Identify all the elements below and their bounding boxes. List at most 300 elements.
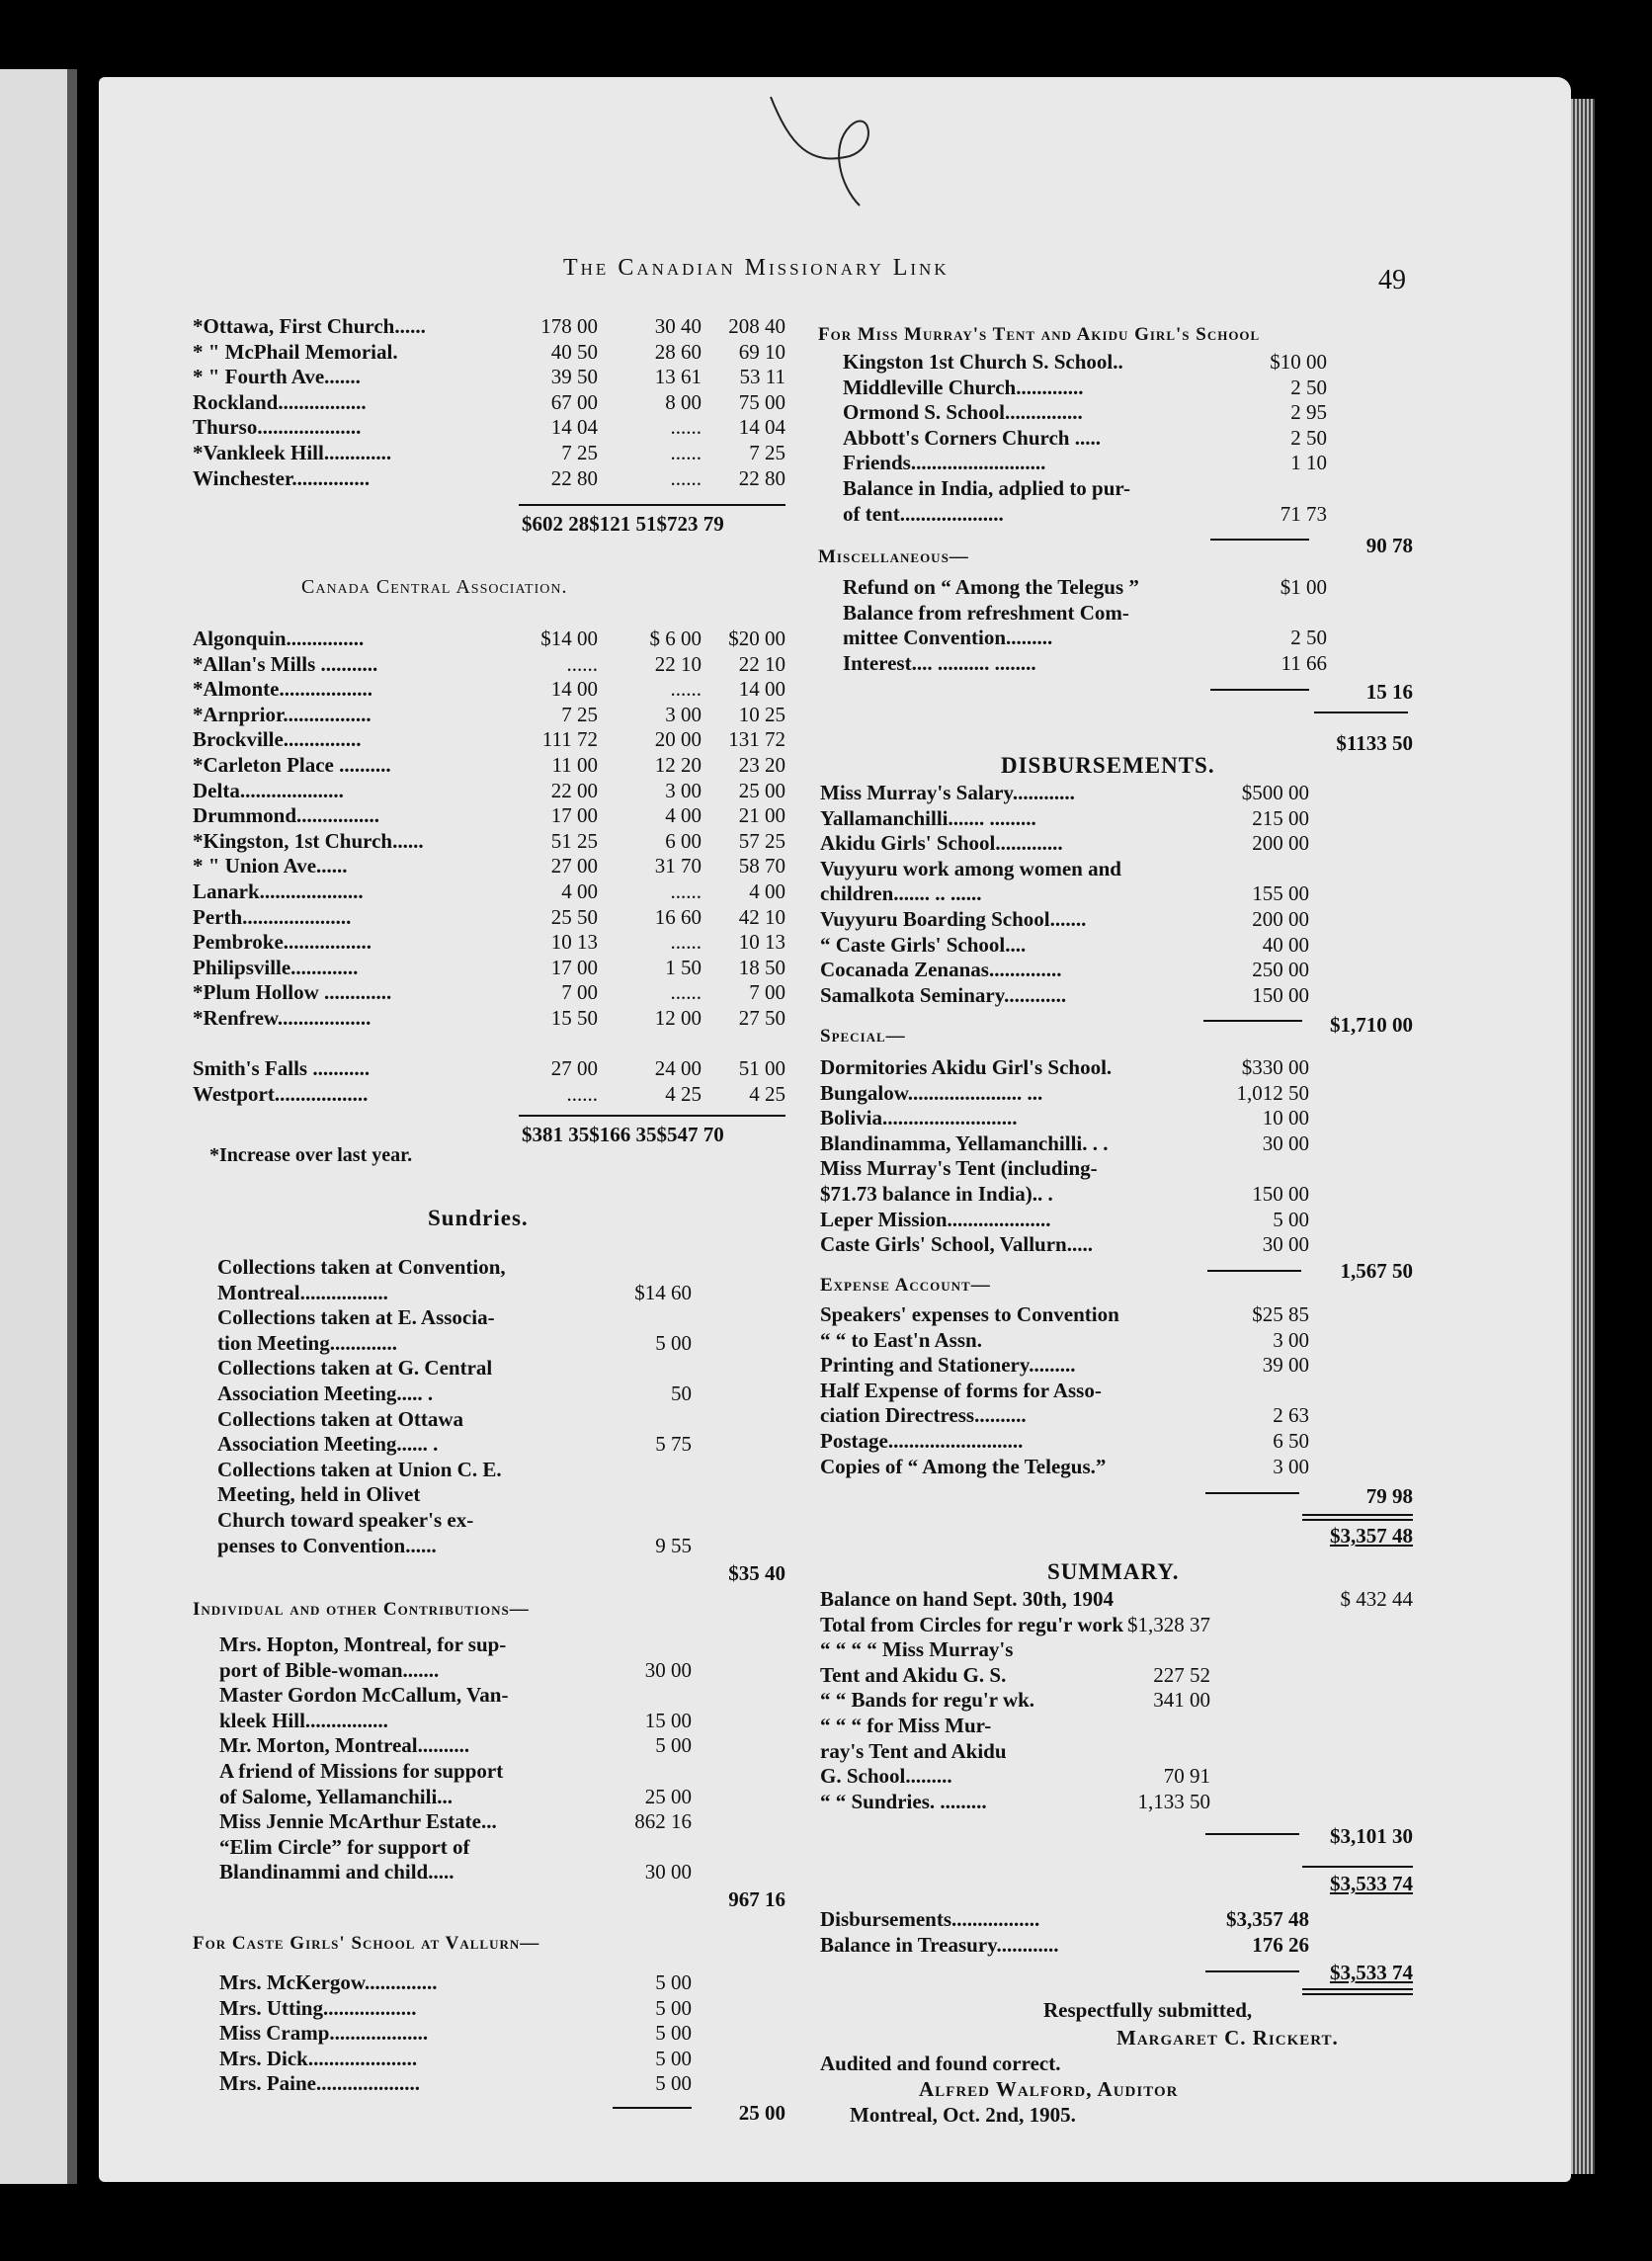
amount-cell: ...... xyxy=(670,980,702,1005)
table-row xyxy=(193,627,785,652)
amount-cell: 69 10 xyxy=(738,339,785,364)
misc-list xyxy=(843,575,1327,676)
rule xyxy=(519,1115,785,1117)
list-item xyxy=(843,575,1327,601)
list-item xyxy=(219,2021,692,2047)
list-item xyxy=(820,1587,1413,1613)
amount-cell: 17 00 xyxy=(550,955,598,979)
amount-cell: ...... xyxy=(670,879,702,903)
page-number: 49 xyxy=(1378,265,1406,295)
table-row xyxy=(193,930,785,956)
amount-cell: 39 50 xyxy=(550,365,598,389)
amount-cell: 12 20 xyxy=(654,752,702,777)
row-label: Perth..................... xyxy=(193,904,352,929)
central-total: $381 35$166 35$547 70 xyxy=(522,1123,724,1146)
amount-cell: 11 00 xyxy=(551,752,598,777)
amount-cell: 111 72 xyxy=(541,727,598,752)
amount-cell: 22 00 xyxy=(550,778,598,802)
list-item xyxy=(219,1970,692,1996)
amount-cell: ...... xyxy=(566,651,598,676)
item-value: 3 00 xyxy=(1273,1454,1309,1478)
list-item xyxy=(820,933,1309,959)
amount-cell: 15 50 xyxy=(550,1005,598,1030)
table-row xyxy=(193,980,785,1006)
item-value: 71 73 xyxy=(1280,501,1327,526)
list-item xyxy=(843,502,1327,528)
item-value: 250 00 xyxy=(1252,958,1309,982)
item-label: A friend of Missions for support xyxy=(219,1758,504,1783)
special-list xyxy=(820,1055,1309,1258)
list-item xyxy=(843,350,1327,376)
receipts-grand-total: $1133 50 xyxy=(1336,731,1413,755)
item-label: Samalkota Seminary............ xyxy=(820,982,1067,1007)
item-label: Friends.......................... xyxy=(843,451,1046,475)
table-row xyxy=(193,1032,785,1057)
item-value: 215 00 xyxy=(1252,805,1309,830)
list-item xyxy=(843,451,1327,476)
closing-date: Montreal, Oct. 2nd, 1905. xyxy=(850,2103,1076,2127)
item-label: Meeting, held in Olivet xyxy=(217,1482,421,1507)
amount-cell: 6 00 xyxy=(665,828,702,853)
item-label: Leper Mission.................... xyxy=(820,1207,1051,1231)
table-row xyxy=(193,466,785,492)
row-label: *Carleton Place .......... xyxy=(193,752,391,777)
table-row xyxy=(193,727,785,753)
list-item xyxy=(219,1996,692,2022)
amount-cell: ...... xyxy=(670,440,702,464)
item-value: 30 00 xyxy=(644,1657,692,1682)
table-row xyxy=(193,365,785,390)
amount-cell: 28 60 xyxy=(654,339,702,364)
amount-cell: 25 00 xyxy=(738,778,785,802)
disbursements-grand-total: $3,357 48 xyxy=(1330,1524,1413,1548)
individual-heading: Individual and other Contributions— xyxy=(193,1599,530,1620)
item-label: Miss Jennie McArthur Estate... xyxy=(219,1809,497,1834)
row-label: * " Fourth Ave....... xyxy=(193,365,361,389)
closing-signature-rickert: Margaret C. Rickert. xyxy=(1116,2026,1339,2050)
item-label: Association Meeting...... . xyxy=(217,1432,439,1457)
list-item xyxy=(820,1081,1309,1107)
amount-cell: 4 25 xyxy=(749,1081,785,1106)
item-label: Balance in India, adplied to pur- xyxy=(843,475,1130,500)
table-row xyxy=(193,956,785,981)
list-item xyxy=(820,1403,1309,1429)
amount-cell: 21 00 xyxy=(738,803,785,828)
list-item xyxy=(219,1633,692,1658)
book-gutter xyxy=(67,69,77,2184)
amount-cell: 4 00 xyxy=(561,879,598,903)
sundries-total: $35 40 xyxy=(728,1561,785,1585)
item-label: tion Meeting............. xyxy=(217,1330,397,1355)
list-item xyxy=(217,1281,692,1306)
item-value: 6 50 xyxy=(1273,1428,1309,1453)
row-label: Smith's Falls ........... xyxy=(193,1056,371,1081)
increase-note: *Increase over last year. xyxy=(209,1144,413,1166)
row-label: * " Union Ave...... xyxy=(193,854,348,879)
table-row xyxy=(193,1082,785,1108)
row-label: Philipsville............. xyxy=(193,955,359,979)
amount-cell: ...... xyxy=(670,415,702,440)
table-row xyxy=(193,415,785,441)
list-item xyxy=(219,1860,692,1885)
item-label: ciation Directress.......... xyxy=(820,1403,1027,1428)
rule xyxy=(1210,539,1309,541)
item-label: Mrs. Hopton, Montreal, for sup- xyxy=(219,1633,507,1656)
item-value: 5 75 xyxy=(655,1432,692,1457)
closing-audited: Audited and found correct. xyxy=(820,2052,1061,2075)
item-value: 15 00 xyxy=(644,1708,692,1732)
table-row xyxy=(193,390,785,416)
list-item xyxy=(820,857,1309,882)
amount-cell: 4 00 xyxy=(749,879,785,903)
item-label: Postage.......................... xyxy=(820,1428,1024,1453)
list-item xyxy=(820,1379,1309,1404)
table-row xyxy=(193,879,785,905)
item-value: 5 00 xyxy=(655,2021,692,2046)
item-label: Akidu Girls' School............. xyxy=(820,831,1063,856)
ottawa-table xyxy=(193,314,785,491)
list-item xyxy=(843,476,1327,502)
amount-cell: 27 50 xyxy=(738,1005,785,1030)
item-label: of Salome, Yellamanchili... xyxy=(219,1784,454,1808)
list-item xyxy=(217,1407,692,1433)
amount-cell: 31 70 xyxy=(654,854,702,879)
table-row xyxy=(193,314,785,340)
pen-mark-icon xyxy=(751,87,909,215)
amount-cell: 67 00 xyxy=(550,389,598,414)
item-value: 5 00 xyxy=(655,1970,692,1994)
running-header: The Canadian Missionary Link xyxy=(563,255,950,281)
item-label: Vuyyuru Boarding School....... xyxy=(820,906,1087,931)
item-label: “ “ “ “ Miss Murray's xyxy=(820,1637,1014,1662)
item-value: $10 00 xyxy=(1270,350,1327,374)
amount-cell: ...... xyxy=(670,465,702,490)
item-value: $330 00 xyxy=(1241,1055,1309,1079)
row-label: *Vankleek Hill............. xyxy=(193,440,392,464)
list-item xyxy=(217,1305,692,1331)
item-label: Blandinammi and child..... xyxy=(219,1860,454,1884)
row-label: Winchester............... xyxy=(193,465,371,490)
row-label: Drummond................ xyxy=(193,803,380,828)
item-label: Mrs. Utting.................. xyxy=(219,1995,417,2020)
item-label: Blandinamma, Yellamanchilli. . . xyxy=(820,1130,1109,1155)
amount-cell: 4 25 xyxy=(665,1081,702,1106)
item-label: $71.73 balance in India).. . xyxy=(820,1181,1053,1206)
final-total: $3,533 74 xyxy=(1330,1961,1413,1984)
item-label: Collections taken at Ottawa xyxy=(217,1406,464,1431)
list-item xyxy=(219,1759,692,1785)
item-value: 3 00 xyxy=(1273,1327,1309,1352)
amount-cell: 53 11 xyxy=(739,365,785,389)
item-label: Master Gordon McCallum, Van- xyxy=(219,1683,509,1708)
individual-list xyxy=(219,1633,692,1885)
list-item xyxy=(217,1255,692,1281)
item-label: “ Caste Girls' School.... xyxy=(820,932,1027,957)
list-item xyxy=(843,626,1327,651)
list-item xyxy=(219,1709,692,1734)
row-label: Algonquin............... xyxy=(193,627,365,650)
disbursements-summary-label: Disbursements................. xyxy=(820,1907,1040,1931)
item-label: Collections taken at Union C. E. xyxy=(217,1457,502,1481)
item-value: 9 55 xyxy=(655,1533,692,1557)
amount-cell: 12 00 xyxy=(654,1005,702,1030)
amount-cell: 24 00 xyxy=(654,1056,702,1081)
amount-cell: 13 61 xyxy=(654,365,702,389)
list-item xyxy=(820,806,1309,832)
item-label: “ “ Bands for regu'r wk. xyxy=(820,1688,1035,1713)
list-item xyxy=(217,1356,692,1382)
item-label: kleek Hill................ xyxy=(219,1708,388,1732)
row-label: Thurso.................... xyxy=(193,415,362,440)
amount-cell: 75 00 xyxy=(738,389,785,414)
row-label: *Arnprior................. xyxy=(193,702,372,726)
misc-heading: Miscellaneous— xyxy=(818,546,969,567)
summary-list xyxy=(820,1587,1413,1814)
item-value: 150 00 xyxy=(1252,982,1309,1007)
expense-list xyxy=(820,1302,1309,1479)
item-value: 2 50 xyxy=(1290,375,1327,399)
amount-cell: 14 00 xyxy=(550,677,598,702)
amount-cell: 57 25 xyxy=(738,828,785,853)
individual-total: 967 16 xyxy=(728,1887,785,1911)
caste-heading: For Caste Girls' School at Vallurn— xyxy=(193,1933,540,1954)
closing-auditor: Alfred Walford, Auditor xyxy=(919,2077,1179,2101)
amount-cell: 10 25 xyxy=(738,702,785,726)
row-label: *Ottawa, First Church...... xyxy=(193,314,426,338)
summary-heading: SUMMARY. xyxy=(1047,1559,1180,1584)
table-row xyxy=(193,340,785,366)
tent-heading: For Miss Murray's Tent and Akidu Girl's School xyxy=(818,324,1261,345)
list-item xyxy=(820,831,1309,857)
special-total: 1,567 50 xyxy=(1340,1259,1413,1283)
item-value: 39 00 xyxy=(1262,1353,1309,1378)
item-label: “ “ “ for Miss Mur- xyxy=(820,1713,992,1737)
item-label: Miss Murray's Salary............ xyxy=(820,781,1075,804)
list-item xyxy=(820,1302,1309,1328)
item-label: Total from Circles for regu'r work xyxy=(820,1612,1123,1636)
row-label: Brockville............... xyxy=(193,727,362,752)
amount-cell: 8 00 xyxy=(665,389,702,414)
amount-cell: 27 00 xyxy=(550,1056,598,1081)
amount-cell: 23 20 xyxy=(738,752,785,777)
item-value: 2 63 xyxy=(1273,1403,1309,1428)
amount-cell: 42 10 xyxy=(738,904,785,929)
list-item xyxy=(843,651,1327,677)
amount-cell: 7 25 xyxy=(749,440,785,464)
item-label: Association Meeting..... . xyxy=(217,1381,434,1405)
disbursements-list xyxy=(820,781,1309,1008)
list-item xyxy=(820,1455,1309,1480)
item-value: 5 00 xyxy=(1273,1207,1309,1231)
amount-cell: 22 10 xyxy=(738,651,785,676)
facing-page-edge xyxy=(0,69,67,2184)
disbursements-summary-value: $3,357 48 xyxy=(1226,1907,1309,1931)
row-label: Westport.................. xyxy=(193,1081,369,1106)
amount-cell: ...... xyxy=(670,677,702,702)
list-item xyxy=(820,1688,1413,1714)
row-label: Rockland................. xyxy=(193,389,367,414)
item-amount: 1,133 50 xyxy=(1137,1789,1210,1813)
amount-cell: $20 00 xyxy=(728,627,785,650)
item-label: Yallamanchilli....... ......... xyxy=(820,805,1036,830)
table-row xyxy=(193,905,785,931)
amount-cell: 3 00 xyxy=(665,778,702,802)
item-amount: 70 91 xyxy=(1163,1764,1210,1789)
row-label: Lanark.................... xyxy=(193,879,364,903)
closing-respectfully: Respectfully submitted, xyxy=(1043,1998,1253,2022)
item-value: 200 00 xyxy=(1252,906,1309,931)
item-label: Kingston 1st Church S. School.. xyxy=(843,350,1123,374)
item-label: G. School......... xyxy=(820,1764,952,1789)
amount-cell: ...... xyxy=(566,1081,598,1106)
item-label: Cocanada Zenanas.............. xyxy=(820,958,1062,982)
item-value: $14 60 xyxy=(634,1280,692,1304)
list-item xyxy=(820,1739,1413,1765)
disbursements-total: $1,710 00 xyxy=(1330,1013,1413,1037)
list-item xyxy=(219,2047,692,2072)
row-label: *Renfrew.................. xyxy=(193,1005,372,1030)
row-label: Pembroke................. xyxy=(193,930,372,955)
caste-list xyxy=(219,1970,692,2097)
item-value: 150 00 xyxy=(1252,1181,1309,1206)
rule xyxy=(1302,1988,1413,1995)
list-item xyxy=(219,1683,692,1709)
balance-treasury-label: Balance in Treasury............ xyxy=(820,1933,1059,1957)
item-value: 30 00 xyxy=(1262,1130,1309,1155)
item-value: 5 00 xyxy=(655,2071,692,2096)
list-item xyxy=(820,781,1309,806)
list-item xyxy=(219,1809,692,1835)
summary-subtotal: $3,101 30 xyxy=(1330,1824,1413,1848)
amount-cell: 1 50 xyxy=(665,955,702,979)
list-item xyxy=(219,1658,692,1684)
special-heading: Special— xyxy=(820,1026,906,1047)
item-value: 155 00 xyxy=(1252,881,1309,906)
item-value: 5 00 xyxy=(655,1733,692,1758)
item-label: Refund on “ Among the Telegus ” xyxy=(843,575,1139,599)
item-value: 50 xyxy=(671,1381,692,1405)
amount-cell: $14 00 xyxy=(540,627,598,650)
item-value: $1 00 xyxy=(1280,575,1327,599)
item-label: penses to Convention...... xyxy=(217,1533,437,1557)
item-value: 5 00 xyxy=(655,2046,692,2070)
item-label: Collections taken at E. Associa- xyxy=(217,1305,495,1330)
tent-total: 90 78 xyxy=(1365,534,1413,557)
list-item xyxy=(820,983,1309,1009)
row-label: *Allan's Mills ........... xyxy=(193,651,378,676)
sundries-list xyxy=(217,1255,692,1558)
amount-cell: ...... xyxy=(670,930,702,955)
item-label: Middleville Church............. xyxy=(843,375,1084,399)
central-heading: Canada Central Association. xyxy=(301,576,568,598)
list-item xyxy=(217,1331,692,1357)
amount-cell: 18 50 xyxy=(738,955,785,979)
misc-total: 15 16 xyxy=(1365,680,1413,704)
list-item xyxy=(217,1432,692,1458)
list-item xyxy=(820,1637,1413,1663)
amount-cell: 14 00 xyxy=(738,677,785,702)
list-item xyxy=(820,1429,1309,1455)
caste-total: 25 00 xyxy=(738,2101,785,2125)
item-label: Montreal................. xyxy=(217,1280,388,1304)
item-value: 2 50 xyxy=(1290,626,1327,650)
amount-cell: 22 10 xyxy=(654,651,702,676)
amount-cell: 178 00 xyxy=(540,314,598,338)
list-item xyxy=(820,1055,1309,1081)
rule xyxy=(1302,1514,1413,1521)
rule xyxy=(1210,689,1309,691)
table-row xyxy=(193,779,785,804)
amount-cell: 51 00 xyxy=(738,1056,785,1081)
item-label: Balance on hand Sept. 30th, 1904 xyxy=(820,1587,1114,1611)
expense-total: 79 98 xyxy=(1365,1484,1413,1508)
list-item xyxy=(820,1106,1309,1131)
list-item xyxy=(820,1714,1413,1739)
item-label: Mrs. Paine.................... xyxy=(219,2071,420,2096)
item-value: 30 00 xyxy=(1262,1232,1309,1257)
item-value: 2 50 xyxy=(1290,425,1327,450)
item-label: ray's Tent and Akidu xyxy=(820,1738,1007,1763)
table-row xyxy=(193,1056,785,1082)
rule xyxy=(1302,1866,1413,1868)
item-label: Copies of “ Among the Telegus.” xyxy=(820,1454,1107,1478)
list-item xyxy=(820,1353,1309,1379)
table-row xyxy=(193,652,785,678)
item-label: “ “ to East'n Assn. xyxy=(820,1327,982,1352)
row-label: *Almonte.................. xyxy=(193,677,372,702)
disbursements-heading: DISBURSEMENTS. xyxy=(1001,753,1215,778)
row-label: Delta.................... xyxy=(193,778,344,802)
item-label: Caste Girls' School, Vallurn..... xyxy=(820,1232,1093,1257)
list-item xyxy=(843,601,1327,627)
rule xyxy=(1314,712,1408,713)
item-label: “ “ Sundries. ......... xyxy=(820,1789,987,1813)
list-item xyxy=(820,958,1309,983)
table-row xyxy=(193,441,785,466)
item-label: port of Bible-woman....... xyxy=(219,1657,440,1682)
amount-cell: 51 25 xyxy=(550,828,598,853)
page-stack-edge xyxy=(1571,99,1595,2174)
tent-list xyxy=(843,350,1327,527)
amount-cell: 10 13 xyxy=(550,930,598,955)
item-value: $ 432 44 xyxy=(1340,1587,1413,1611)
amount-cell: 131 72 xyxy=(728,727,785,752)
amount-cell: 16 60 xyxy=(654,904,702,929)
table-row xyxy=(193,1006,785,1032)
list-item xyxy=(820,1613,1413,1638)
row-label: *Plum Hollow ............. xyxy=(193,980,392,1005)
central-table xyxy=(193,627,785,1107)
item-label: Bungalow...................... ... xyxy=(820,1080,1043,1105)
amount-cell: 40 50 xyxy=(550,339,598,364)
list-item xyxy=(820,1131,1309,1157)
amount-cell: 7 00 xyxy=(561,980,598,1005)
item-label: Vuyyuru work among women and xyxy=(820,856,1121,880)
item-amount: $1,328 37 xyxy=(1127,1612,1210,1636)
amount-cell: 7 00 xyxy=(749,980,785,1005)
item-label: Mrs. McKergow.............. xyxy=(219,1970,438,1994)
amount-cell: 7 25 xyxy=(561,440,598,464)
item-value: $500 00 xyxy=(1241,781,1309,804)
table-row xyxy=(193,803,785,829)
item-label: Abbott's Corners Church ..... xyxy=(843,425,1101,450)
item-value: 200 00 xyxy=(1252,831,1309,856)
list-item xyxy=(843,426,1327,452)
list-item xyxy=(820,1764,1413,1790)
list-item xyxy=(820,907,1309,933)
item-label: Half Expense of forms for Asso- xyxy=(820,1378,1102,1402)
amount-cell: 22 80 xyxy=(550,465,598,490)
